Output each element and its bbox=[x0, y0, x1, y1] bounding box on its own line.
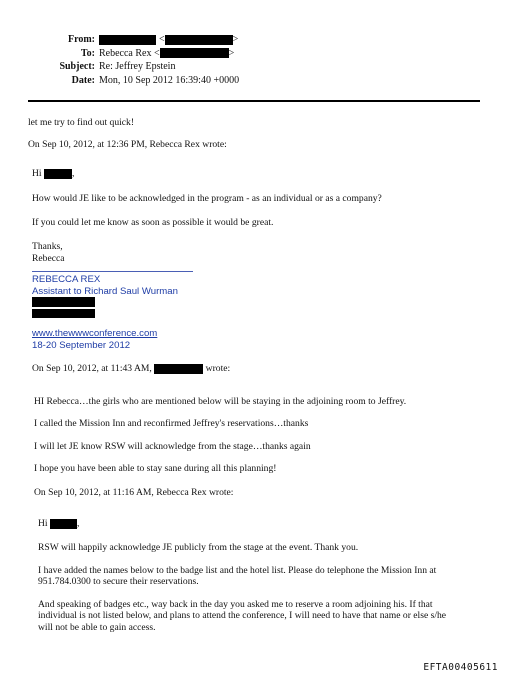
redaction bbox=[50, 519, 77, 529]
paragraph: How would JE like to be acknowledged in the program - as an individual or as a company? bbox=[32, 193, 382, 204]
paragraph: I will let JE know RSW will acknowledge from the stage…thanks again bbox=[34, 441, 311, 452]
redaction bbox=[165, 35, 233, 45]
conference-dates: 18-20 September 2012 bbox=[32, 340, 131, 351]
signature-title: Assistant to Richard Saul Wurman bbox=[32, 286, 178, 297]
quote-attribution-3: On Sep 10, 2012, at 11:16 AM, Rebecca Rex wrote: bbox=[34, 487, 234, 498]
document-id: EFTA00405611 bbox=[423, 662, 498, 673]
email-header bbox=[0, 33, 300, 87]
date-label: Date: bbox=[71, 74, 95, 86]
to-label: To: bbox=[80, 47, 95, 59]
date-row bbox=[0, 74, 300, 88]
subject-label: Subject: bbox=[59, 61, 95, 72]
redaction bbox=[32, 309, 95, 318]
signature-divider bbox=[32, 271, 193, 272]
redaction bbox=[44, 169, 72, 179]
paragraph: RSW will happily acknowledge JE publicly from the stage at the event. Thank you. bbox=[38, 542, 359, 553]
paragraph: If you could let me know as soon as possible it would be great. bbox=[32, 217, 274, 228]
conference-link[interactable]: www.thewwwconference.com bbox=[32, 328, 158, 339]
greeting-2: Hi , bbox=[38, 518, 80, 529]
subject-value: Re: Jeffrey Epstein bbox=[99, 61, 176, 72]
signoff-name: Rebecca bbox=[32, 253, 65, 264]
from-row bbox=[0, 33, 300, 47]
subject-row bbox=[0, 60, 300, 74]
to-value: Rebecca Rex < > bbox=[99, 47, 235, 59]
paragraph: I hope you have been able to stay sane during all this planning! bbox=[34, 463, 277, 474]
redaction bbox=[32, 297, 95, 307]
redaction bbox=[99, 35, 156, 45]
redaction bbox=[154, 364, 203, 374]
paragraph: And speaking of badges etc., way back in the day you asked me to reserve a room adjoining his. If that bbox=[38, 599, 433, 610]
to-row bbox=[0, 47, 300, 61]
from-value bbox=[99, 33, 238, 47]
paragraph: HI Rebecca…the girls who are mentioned below will be staying in the adjoining room to Jeffrey. bbox=[34, 396, 407, 407]
paragraph: I called the Mission Inn and reconfirmed Jeffrey's reservations…thanks bbox=[34, 418, 309, 429]
gt: > bbox=[228, 47, 235, 59]
paragraph: I have added the names below to the badge list and the hotel list. Please do telephone the Mission Inn at bbox=[38, 565, 437, 576]
lt: < bbox=[159, 34, 165, 45]
paragraph: individual is not listed below, and plans to attend the conference, I will need to have that name or else s/he bbox=[38, 610, 447, 621]
quote-attribution-2: On Sep 10, 2012, at 11:43 AM, wrote: bbox=[32, 363, 231, 374]
paragraph: will not be able to gain access. bbox=[38, 622, 156, 633]
signature-name: REBECCA REX bbox=[32, 274, 101, 285]
paragraph: 951.784.0300 to secure their reservations. bbox=[38, 576, 199, 587]
date-value: Mon, 10 Sep 2012 16:39:40 +0000 bbox=[99, 74, 240, 86]
redaction bbox=[160, 48, 229, 58]
quote-attribution-1: On Sep 10, 2012, at 12:36 PM, Rebecca Rex wrote: bbox=[28, 139, 227, 150]
greeting-1: Hi , bbox=[32, 168, 75, 179]
reply-line: let me try to find out quick! bbox=[28, 117, 135, 128]
from-label: From: bbox=[67, 34, 95, 45]
header-divider bbox=[28, 100, 480, 102]
gt: > bbox=[232, 34, 239, 45]
signoff: Thanks, bbox=[32, 241, 63, 252]
